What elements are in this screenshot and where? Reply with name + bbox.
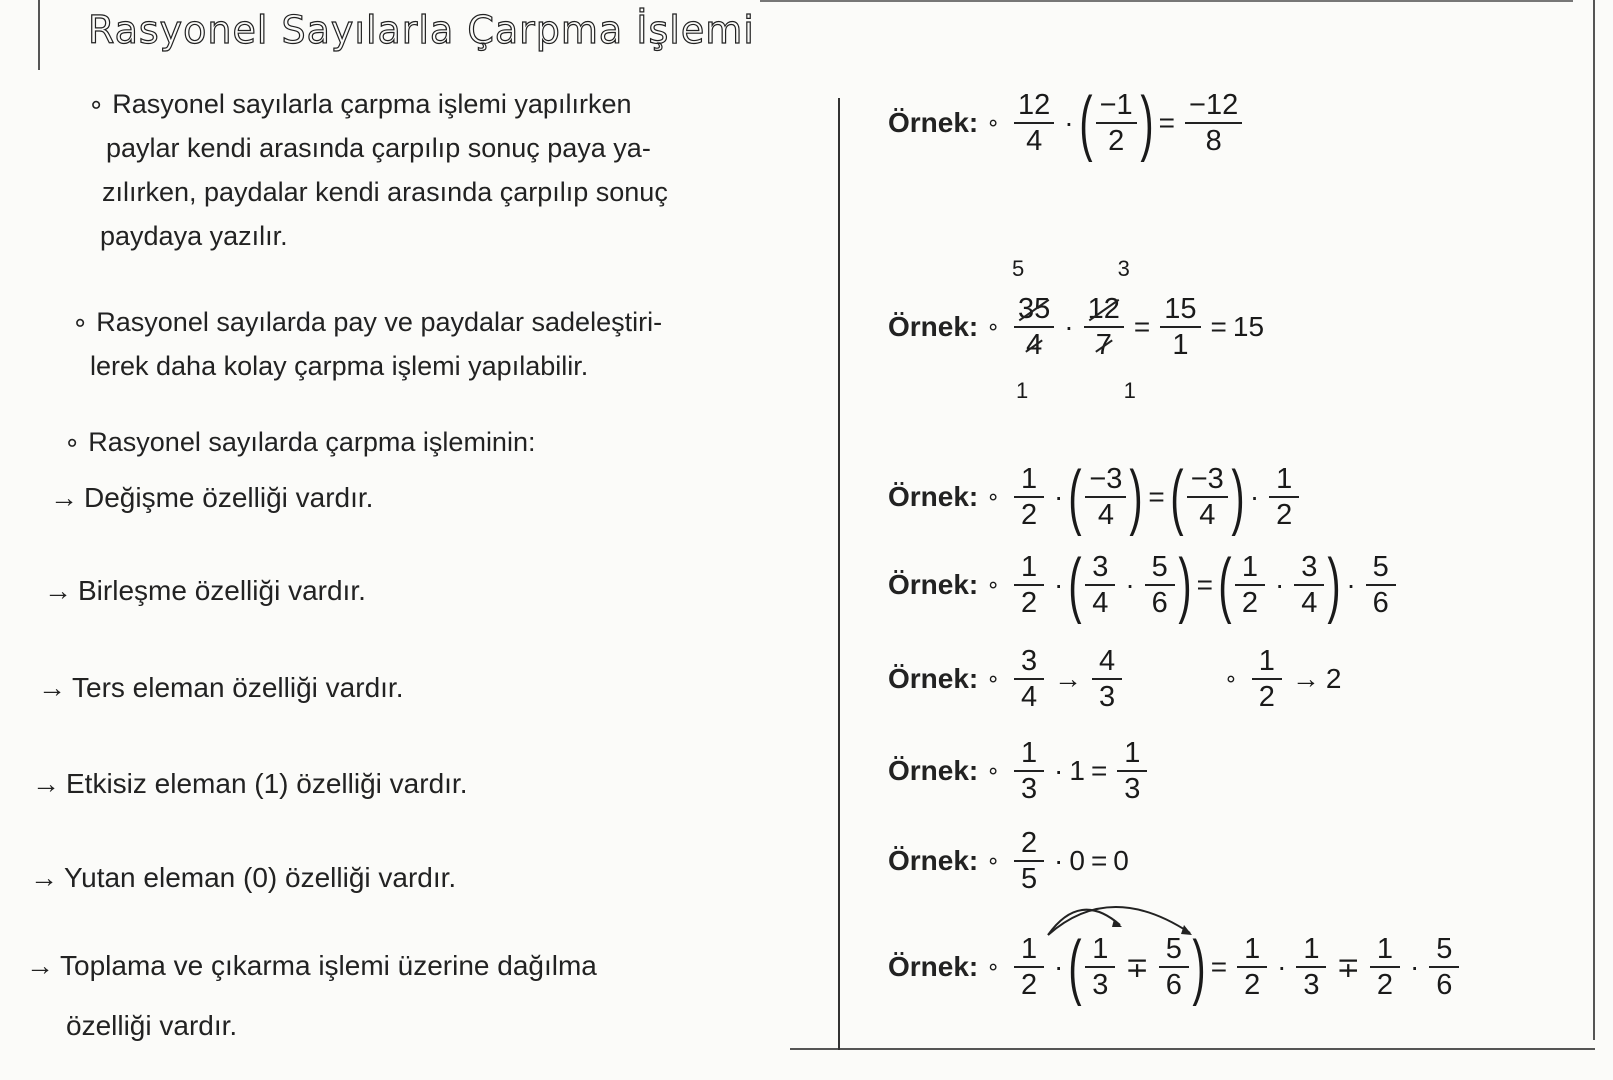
- property-commutative: → Değişme özelliği vardır.: [50, 482, 374, 513]
- bullet-properties-intro: ∘ Rasyonel sayılarda çarpma işleminin:: [64, 420, 535, 464]
- arrow-icon: →: [1291, 663, 1320, 694]
- arrow-icon: →: [1054, 663, 1083, 694]
- arrow-icon: →: [26, 950, 54, 981]
- fraction: $\frac{3}{4}$: [1014, 644, 1044, 714]
- fraction: $\frac{1}{2}$: [1014, 462, 1044, 532]
- page-border-top: [760, 0, 1573, 2]
- arrow-icon: →: [38, 672, 66, 703]
- example-label: Örnek:: [888, 481, 979, 512]
- page-title: Rasyonel Sayılarla Çarpma İşlemi: [88, 8, 755, 52]
- page-border-right: [1593, 0, 1595, 1040]
- property-distributive-cont: özelliği vardır.: [66, 1010, 238, 1041]
- example-label: Örnek:: [888, 107, 979, 138]
- example-1: Örnek: ∘ $\frac{12}{4}$ · ( $\frac{-1}{2}$ ) = $\frac{-12}{8}$: [888, 78, 1246, 168]
- fraction: $\frac{1}{2}$: [1252, 644, 1282, 714]
- fraction: $\frac{1}{2}$: [1014, 932, 1044, 1002]
- fraction: $\frac{12}{7}$: [1084, 292, 1124, 362]
- text-line: paydaya yazılır.: [100, 221, 288, 251]
- fraction: $\frac{1}{2}$: [1370, 932, 1400, 1002]
- example-4-associative: Örnek: ∘ $\frac{1}{2}$ · ( $\frac{3}{4}$ · $\frac{5}{6}$ ) = ( $\frac{1}{2}$ · $\frac{3}{4}$ ) · $\frac{5}{6}$: [888, 540, 1400, 630]
- text-line: ∘ Rasyonel sayılarda pay ve paydalar sadeleştiri-: [72, 300, 792, 344]
- fraction: $\frac{1}{2}$: [1269, 462, 1299, 532]
- fraction: $\frac{-3}{4}$: [1187, 462, 1228, 532]
- fraction: $\frac{1}{2}$: [1014, 550, 1044, 620]
- simplified-numerator: 3: [1117, 256, 1130, 281]
- text-line: ∘ Rasyonel sayılarla çarpma işlemi yapılırken: [88, 82, 788, 126]
- fraction: $\frac{1}{2}$: [1237, 932, 1267, 1002]
- fraction: $\frac{4}{3}$: [1092, 644, 1122, 714]
- example-3-commutative: Örnek: ∘ $\frac{1}{2}$ · ( $\frac{-3}{4}$ ) = ( $\frac{-3}{4}$ ) · $\frac{1}{2}$: [888, 452, 1303, 542]
- fraction: $\frac{1}{3}$: [1085, 932, 1115, 1002]
- fraction: $\frac{1}{3}$: [1296, 932, 1326, 1002]
- fraction: $\frac{-3}{4}$: [1085, 462, 1126, 532]
- text-line: lerek daha kolay çarpma işlemi yapılabilir.: [90, 351, 589, 381]
- text-line: paylar kendi arasında çarpılıp sonuç paya ya-: [106, 133, 651, 163]
- example-label: Örnek:: [888, 951, 979, 982]
- text-line: zılırken, paydalar kendi arasında çarpılıp sonuç: [102, 177, 668, 207]
- simplified-denominator: 1: [1123, 378, 1136, 403]
- simplified-numerator: 5: [1012, 256, 1025, 281]
- page-border-bottom: [790, 1048, 1595, 1050]
- fraction: $\frac{5}{6}$: [1145, 550, 1175, 620]
- fraction: $\frac{1}{3}$: [1014, 736, 1044, 806]
- example-label: Örnek:: [888, 311, 979, 342]
- bullet-simplification: [72, 300, 792, 388]
- fraction: $\frac{5}{6}$: [1429, 932, 1459, 1002]
- fraction: $\frac{5}{6}$: [1159, 932, 1189, 1002]
- example-label: Örnek:: [888, 755, 979, 786]
- arrow-icon: →: [30, 862, 58, 893]
- property-distributive: → Toplama ve çıkarma işlemi üzerine dağılma: [26, 950, 597, 981]
- property-associative: → Birleşme özelliği vardır.: [44, 575, 366, 606]
- example-label: Örnek:: [888, 569, 979, 600]
- example-6-identity: Örnek: ∘ $\frac{1}{3}$ · 1 = $\frac{1}{3}$: [888, 726, 1151, 816]
- result-value: 15: [1232, 311, 1265, 342]
- fraction: $\frac{-1}{2}$: [1096, 88, 1137, 158]
- simplified-denominator: 1: [1016, 378, 1029, 403]
- example-label: Örnek:: [888, 663, 979, 694]
- property-inverse: → Ters eleman özelliği vardır.: [38, 672, 404, 703]
- fraction: $\frac{1}{2}$: [1235, 550, 1265, 620]
- example-5-inverse: Örnek: ∘ $\frac{3}{4}$ → $\frac{4}{3}$ ∘ $\frac{1}{2}$ → 2: [888, 645, 1342, 713]
- fraction: $\frac{35}{4}$: [1014, 292, 1054, 362]
- bullet-multiplication-rule: [88, 82, 788, 258]
- fraction: $\frac{15}{1}$: [1160, 292, 1200, 362]
- arrow-icon: →: [32, 768, 60, 799]
- example-7-zero: Örnek: ∘ $\frac{2}{5}$ · 0 = 0: [888, 827, 1129, 895]
- example-2: Örnek: ∘ 5 1 $\frac{35}{4}$ · 3 1 $\frac{12}{7}$ = $\frac{15}{1}$ = 15: [888, 256, 1265, 403]
- arrow-icon: →: [50, 482, 78, 513]
- fraction: $\frac{-12}{8}$: [1185, 88, 1242, 158]
- fraction: $\frac{2}{5}$: [1014, 826, 1044, 896]
- arrow-icon: →: [44, 575, 72, 606]
- fraction: $\frac{5}{6}$: [1366, 550, 1396, 620]
- fraction: $\frac{12}{4}$: [1014, 88, 1054, 158]
- property-zero: → Yutan eleman (0) özelliği vardır.: [30, 862, 457, 893]
- example-label: Örnek:: [888, 845, 979, 876]
- column-divider: [838, 98, 840, 1050]
- fraction: $\frac{3}{4}$: [1085, 550, 1115, 620]
- fraction: $\frac{3}{4}$: [1294, 550, 1324, 620]
- page-border-left: [38, 0, 40, 70]
- fraction: $\frac{1}{3}$: [1117, 736, 1147, 806]
- example-8-distributive: Örnek: ∘ $\frac{1}{2}$ · ( $\frac{1}{3}$ ∓ $\frac{5}{6}$ ) = $\frac{1}{2}$ · $\frac{1}{3}$ ∓ $\frac{1}{2}$ · $\frac{5}{6}$: [888, 922, 1463, 1012]
- property-identity: → Etkisiz eleman (1) özelliği vardır.: [32, 768, 468, 799]
